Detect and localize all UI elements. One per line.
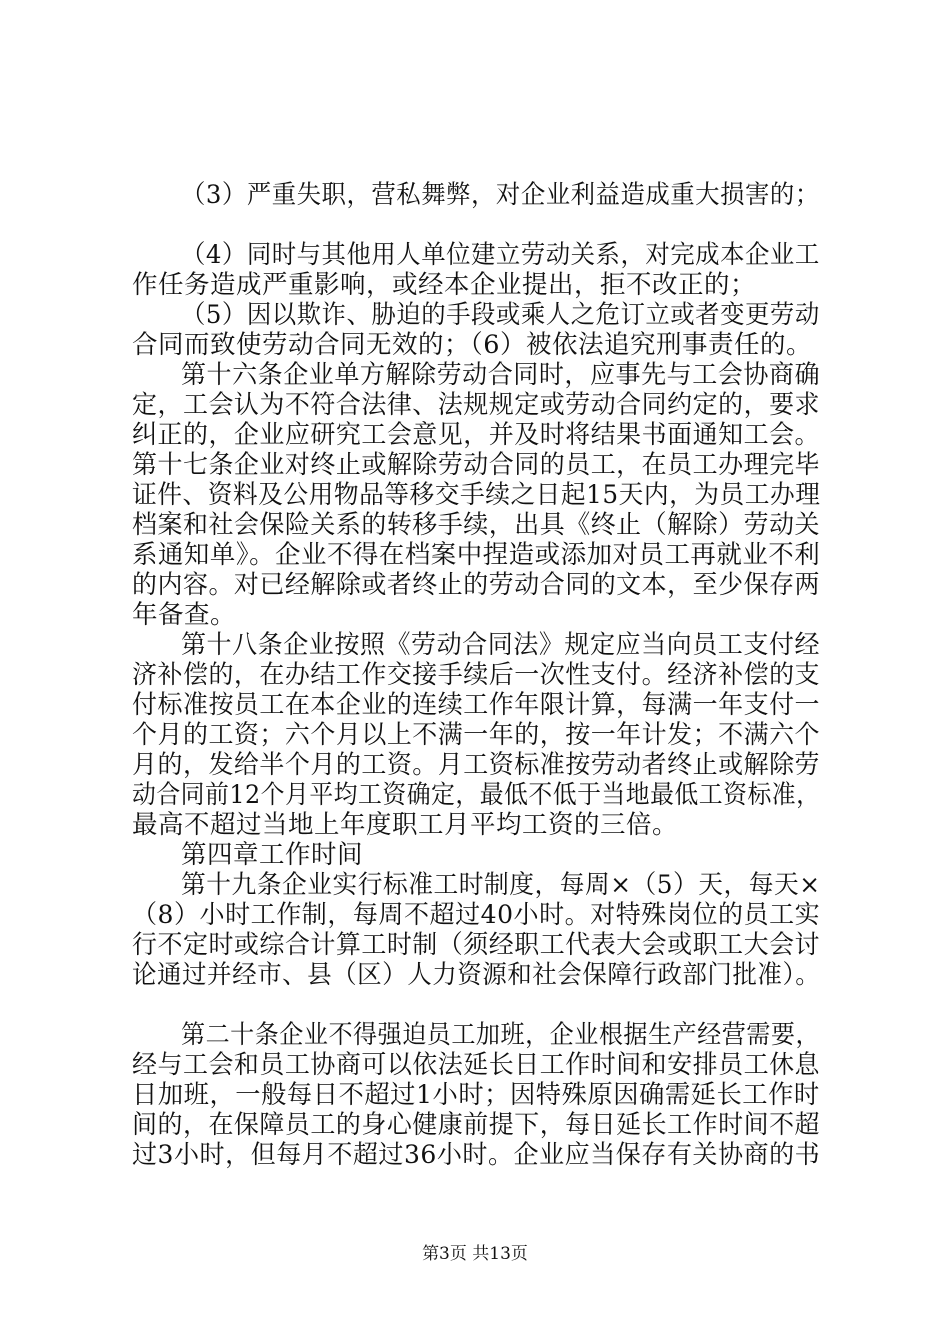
text-line: 个月的工资；六个月以上不满一年的，按一年计发；不满六个	[132, 720, 821, 750]
text-line: （4）同时与其他用人单位建立劳动关系，对完成本企业工	[181, 240, 820, 270]
text-line: 动合同前12个月平均工资确定，最低不低于当地最低工资标准，	[132, 780, 821, 810]
text-line: 济补偿的，在办结工作交接手续后一次性支付。经济补偿的支	[132, 660, 821, 690]
page-number: 第3页 共13页	[422, 1244, 528, 1264]
text-line: 论通过并经市、县（区）人力资源和社会保障行政部门批准）。	[132, 960, 821, 990]
text-line: 合同而致使劳动合同无效的；（6）被依法追究刑事责任的。	[132, 330, 812, 360]
text-line: （3）严重失职，营私舞弊，对企业利益造成重大损害的；	[181, 180, 820, 210]
text-line: 作任务造成严重影响，或经本企业提出，拒不改正的；	[132, 270, 757, 300]
text-line: 第十六条企业单方解除劳动合同时，应事先与工会协商确	[181, 360, 821, 390]
text-line: （5）因以欺诈、胁迫的手段或乘人之危订立或者变更劳动	[181, 300, 820, 330]
text-line: 证件、资料及公用物品等移交手续之日起15天内，为员工办理	[132, 480, 821, 510]
text-line: 日加班，一般每日不超过1小时；因特殊原因确需延长工作时	[132, 1080, 820, 1110]
text-line: 行不定时或综合计算工时制（须经职工代表大会或职工大会讨	[132, 930, 821, 960]
chapter-heading: 第四章工作时间	[181, 840, 364, 870]
text-line: 的内容。对已经解除或者终止的劳动合同的文本，至少保存两	[132, 570, 821, 600]
text-line: 月的，发给半个月的工资。月工资标准按劳动者终止或解除劳	[132, 750, 821, 780]
text-line: 第十八条企业按照《劳动合同法》规定应当向员工支付经	[181, 630, 821, 660]
text-line: 第二十条企业不得强迫员工加班，企业根据生产经营需要，	[181, 1020, 821, 1050]
text-line: 第十九条企业实行标准工时制度，每周×（5）天，每天×	[181, 870, 821, 900]
text-line: 经与工会和员工协商可以依法延长日工作时间和安排员工休息	[132, 1050, 821, 1080]
text-line: 定，工会认为不符合法律、法规规定或劳动合同约定的，要求	[132, 390, 821, 420]
text-line: 最高不超过当地上年度职工月平均工资的三倍。	[132, 810, 679, 840]
text-line: 纠正的，企业应研究工会意见，并及时将结果书面通知工会。	[132, 420, 821, 450]
text-line: （8）小时工作制，每周不超过40小时。对特殊岗位的员工实	[132, 900, 821, 930]
text-line: 付标准按员工在本企业的连续工作年限计算，每满一年支付一	[132, 690, 821, 720]
text-line: 过3小时，但每月不超过36小时。企业应当保存有关协商的书	[132, 1140, 821, 1170]
text-line: 年备查。	[132, 600, 237, 630]
text-line: 系通知单》。企业不得在档案中捏造或添加对员工再就业不利	[132, 540, 821, 570]
text-line: 间的，在保障员工的身心健康前提下，每日延长工作时间不超	[132, 1110, 821, 1140]
text-line: 档案和社会保险关系的转移手续，出具《终止（解除）劳动关	[132, 510, 821, 540]
text-line: 第十七条企业对终止或解除劳动合同的员工，在员工办理完毕	[132, 450, 821, 480]
